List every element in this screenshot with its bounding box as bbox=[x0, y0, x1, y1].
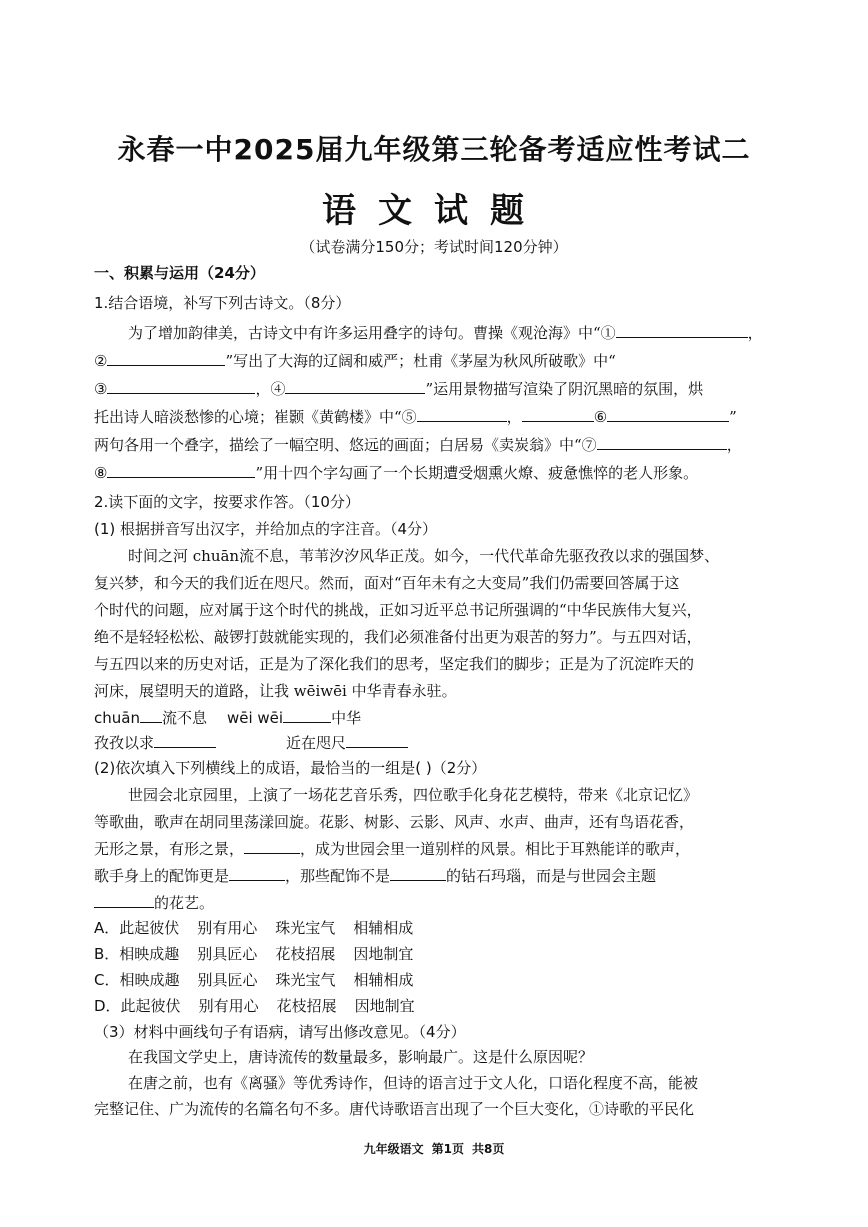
exam-note: （试卷满分150分；考试时间120分钟） bbox=[300, 238, 568, 256]
q2-p3-line: 完整记住、广为流传的名篇名句不多。唐代诗歌语言出现了一个巨大变化，①诗歌的平民化 bbox=[94, 1100, 695, 1118]
option-d[interactable]: D．此起彼伏 别有用心 花枝招展 因地制宜 bbox=[94, 997, 415, 1015]
q2-p1-line: 与五四以来的历史对话，正是为了深化我们的思考，坚定我们的脚步；正是为了沉淀昨天的 bbox=[94, 655, 695, 673]
q1-line-4: 托出诗人暗淡愁惨的心境；崔颢《黄鹤楼》中“⑤ ， ⑥ ” bbox=[94, 408, 737, 426]
blank-5[interactable] bbox=[417, 406, 507, 422]
blank-7[interactable] bbox=[597, 434, 727, 450]
blank-8[interactable] bbox=[107, 462, 255, 478]
q1-line-3: ③ ，④ ”运用景物描写渲染了阴沉黑暗的氛围，烘 bbox=[94, 380, 704, 398]
q2-part3-title: （3）材料中画线句子有语病，请写出修改意见。（4分） bbox=[94, 1023, 466, 1041]
exam-title: 永春一中2025届九年级第三轮备考适应性考试二 bbox=[117, 133, 751, 166]
q2-stem: 2.读下面的文字，按要求作答。（10分） bbox=[94, 493, 360, 511]
q1-line-1: 为了增加韵律美，古诗文中有许多运用叠字的诗句。曹操《观沧海》中“① ， bbox=[128, 324, 763, 342]
q2-p2-line: 歌手身上的配饰更是 ，那些配饰不是 的钻石玛瑙，而是与世园会主题 bbox=[94, 867, 657, 885]
option-c[interactable]: C．相映成趣 别具匠心 珠光宝气 相辅相成 bbox=[94, 971, 414, 989]
blank-3[interactable] bbox=[107, 378, 255, 394]
q2-part2-title: (2)依次填入下列横线上的成语，最恰当的一组是( )（2分） bbox=[94, 759, 487, 777]
q2-p2-line: 世园会北京园里，上演了一场花艺音乐秀，四位歌手化身花艺模特，带来《北京记忆》 bbox=[128, 786, 699, 804]
section-heading: 一、积累与运用（24分） bbox=[94, 264, 265, 282]
exam-subtitle: 语文试题 bbox=[322, 191, 546, 231]
idiom-blank-2[interactable] bbox=[229, 865, 285, 881]
blank-2[interactable] bbox=[107, 350, 225, 366]
q2-p3-line: 在我国文学史上，唐诗流传的数量最多，影响最广。这是什么原因呢？ bbox=[128, 1048, 594, 1066]
q2-p1-line: 时间之河 chuān流不息，苇苇汐汐风华正茂。如今，一代代革命先驱孜孜以求的强国梦、 bbox=[128, 547, 720, 565]
q2-p2-line: 无形之景，有形之景， ，成为世园会里一道别样的风景。相比于耳熟能详的歌声， bbox=[94, 840, 691, 858]
q2-p3-line: 在唐之前，也有《离骚》等优秀诗作，但诗的语言过于文人化，口语化程度不高，能被 bbox=[128, 1074, 699, 1092]
q2-p2-line: 等歌曲，歌声在胡同里荡漾回旋。花影、树影、云影、风声、水声、曲声，还有鸟语花香， bbox=[94, 813, 695, 831]
q2-p1-line: 绝不是轻轻松松、敲锣打鼓就能实现的，我们必须准备付出更为艰苦的努力”。与五四对话， bbox=[94, 628, 702, 646]
q2-fill-row-2: 孜孜以求 近在咫尺 bbox=[94, 732, 774, 754]
idiom-blank-3[interactable] bbox=[390, 865, 446, 881]
blank-4[interactable] bbox=[285, 378, 425, 394]
q2-part1-title: (1) 根据拼音写出汉字，并给加点的字注音。（4分） bbox=[94, 520, 438, 538]
footer-page: 第1页 bbox=[431, 1142, 464, 1156]
q1-line-5: 两句各用一个叠字，描绘了一幅空明、悠远的画面；白居易《卖炭翁》中“⑦ ， bbox=[94, 436, 742, 454]
q2-p1-line: 河床，展望明天的道路，让我 wēiwēi 中华青春永驻。 bbox=[94, 682, 457, 700]
page-footer bbox=[0, 1140, 868, 1157]
fill-answer-3[interactable] bbox=[154, 732, 216, 748]
fill-answer-2[interactable] bbox=[283, 707, 331, 723]
idiom-blank-4[interactable] bbox=[94, 892, 154, 908]
fill-answer-1[interactable] bbox=[140, 707, 162, 723]
q2-fill-row-1: chuān 流不息 wēi wēi 中华 bbox=[94, 709, 362, 727]
blank-1[interactable] bbox=[616, 322, 748, 338]
q2-p1-line: 个时代的问题，应对属于这个时代的挑战，正如习近平总书记所强调的“中华民族伟大复兴， bbox=[94, 601, 702, 619]
q1-line-6: ⑧ ”用十四个字勾画了一个长期遭受烟熏火燎、疲惫憔悴的老人形象。 bbox=[94, 464, 699, 482]
blank-6[interactable] bbox=[607, 406, 729, 422]
idiom-blank-1[interactable] bbox=[244, 838, 300, 854]
q1-line-2: ② ”写出了大海的辽阔和威严；杜甫《茅屋为秋风所破歌》中“ bbox=[94, 352, 616, 370]
q1-stem: 1.结合语境，补写下列古诗文。（8分） bbox=[94, 294, 351, 312]
q2-p1-line: 复兴梦，和今天的我们近在咫尺。然而，面对“百年未有之大变局”我们仍需要回答属于这 bbox=[94, 574, 680, 592]
fill-answer-4[interactable] bbox=[346, 732, 408, 748]
option-b[interactable]: B．相映成趣 别具匠心 花枝招展 因地制宜 bbox=[94, 945, 414, 963]
q2-p2-line: 的花艺。 bbox=[94, 892, 774, 914]
option-a[interactable]: A．此起彼伏 别有用心 珠光宝气 相辅相成 bbox=[94, 919, 414, 937]
footer-total: 共8页 bbox=[472, 1142, 505, 1156]
footer-grade: 九年级语文 bbox=[363, 1142, 424, 1156]
